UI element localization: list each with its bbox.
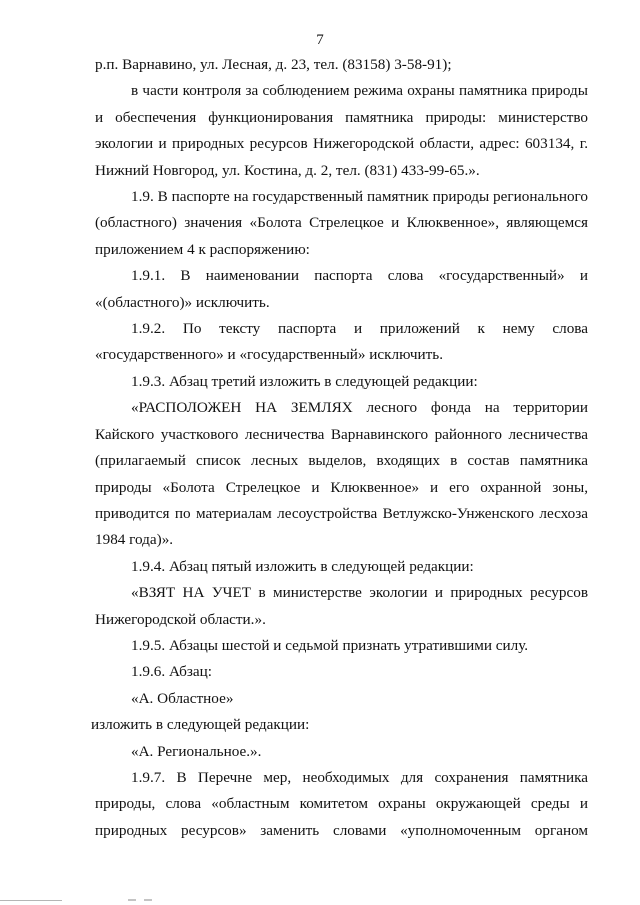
paragraph-1: р.п. Варнавино, ул. Лесная, д. 23, тел. (83158) 3-58-91); [95, 56, 452, 73]
paragraph-9: «ВЗЯТ НА УЧЕТ в министерстве экологии и природных ресурсов Нижегородской области.». [95, 584, 588, 628]
paragraph-2: в части контроля за соблюдением режима охраны памятника природы и обеспечения функционирования памятника природы: министерство экологии и природных ресурсов Нижегородской области, адрес: 603134, г. Нижний Новгород, ул. Костина, д. 2, тел. (831) 433-99-65.». [95, 82, 588, 179]
paragraph-6: 1.9.3. Абзац третий изложить в следующей редакции: [131, 372, 478, 390]
paragraph-4: 1.9.1. В наименовании паспорта слова «государственный» и «(областного)» исключить. [95, 267, 588, 311]
paragraph-5: 1.9.2. По тексту паспорта и приложений к нему слова «государственного» и «государственный» исключить. [95, 320, 588, 364]
paragraph-7: «РАСПОЛОЖЕН НА ЗЕМЛЯХ лесного фонда на территории Кайского участкового лесничества Варнавинского районного лесничества (прилагаемый список лесных выделов, входящих в состав памятника природы «Болота Стрелецкое и Клюквенное» и его охранной зоны, приводится по материалам лесоустройства Ветлужско-Унженского лесхоза 1984 года)». [95, 399, 588, 549]
paragraph-8: 1.9.4. Абзац пятый изложить в следующей редакции: [131, 557, 474, 575]
paragraph-13: изложить в следующей редакции: [91, 716, 310, 734]
scan-edge-line [0, 900, 62, 901]
scan-edge-marks [0, 896, 640, 905]
page-number: 7 [316, 32, 324, 48]
scan-edge-dot [144, 899, 152, 901]
paragraph-15: 1.9.7. В Перечне мер, необходимых для сохранения памятника природы, слова «областным комитетом охраны окружающей среды и природных ресурсов» заменить словами «уполномоченным органом [95, 768, 588, 839]
scan-edge-dot [128, 899, 136, 901]
paragraph-3: 1.9. В паспорте на государственный памятник природы регионального (областного) значения «Болота Стрелецкое и Клюквенное», являющемся приложением 4 к распоряжению: [95, 188, 588, 258]
paragraph-14: «А. Региональное.». [131, 742, 262, 760]
paragraph-12: «А. Областное» [131, 689, 234, 707]
paragraph-10: 1.9.5. Абзацы шестой и седьмой признать утратившими силу. [131, 636, 529, 654]
document-body [91, 52, 588, 844]
paragraph-11: 1.9.6. Абзац: [131, 663, 212, 681]
